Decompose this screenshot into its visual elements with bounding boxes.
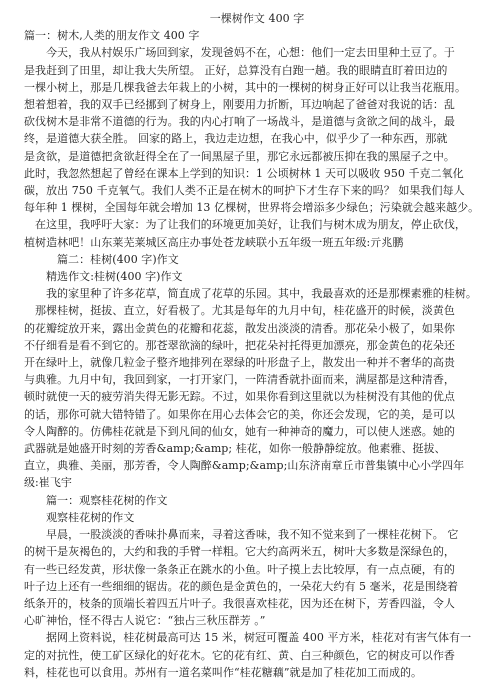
text-line: 级:崔飞宇 (24, 476, 72, 490)
text-line: 植树造林吧！山东莱芜莱城区高庄办事处苍龙峡联小五年级一班五年级:亓兆鹏 (24, 235, 404, 249)
text-line: 有一些已经发黄，形状像一条条正在跳水的小鱼。叶子摸上去比较厚，有一点点硬，有的 (24, 562, 455, 576)
text-line: 那棵桂树，挺拔、直立，好看极了。尤其是每年的九月中旬，桂花盛开的时候，淡黄色 (35, 304, 455, 318)
text-line: 与典雅。九月中旬，我回到家，一打开家门，一阵清香就扑面而来，满屋都是这种清香， (24, 373, 455, 387)
text-line: 篇一：观察桂花树的作文 (46, 493, 168, 507)
text-line: 今天，我从村娱乐广场回到家，发现爸妈不在，心想：他们一定去田里种土豆了。于 (46, 46, 455, 60)
text-line: 想着想着，我的双手已经挪到了树身上，刚要用力折断，耳边响起了爸爸对我说的话：乱 (24, 98, 455, 112)
text-line: 定的对抗性，使工矿区绿化的好花木。它的花有红、黄、白三种颜色，它的树皮可以作香 (24, 648, 455, 662)
text-line: 的树干是灰褐色的，大约和我的手臂一样粗。它大约高两米五，树叶大多数是深绿色的， (24, 545, 455, 559)
text-line: 顿时就使一天的疲劳消失得无影无踪。不过，如果你看到这里就以为桂树没有其他的优点 (24, 390, 455, 404)
text-line: 心旷神怡，怪不得古人说它：“独占三秋压群芳 。” (24, 614, 266, 628)
text-line: 是我赶到了田里，却让我大失所望。 正好，总算没有白跑一趟。我的眼睛直盯着田边的 (24, 63, 448, 77)
text-line: 叶子边上还有一些细细的锯齿。花的颜色是金黄色的，一朵花大约有 5 毫米，花是围绕着 (24, 579, 459, 593)
text-line: 据网上资料说，桂花树最高可达 15 米，树冠可覆盖 400 平方米，桂花对有害气体有一 (46, 631, 472, 645)
document-title: 一棵树作文 400 字 (209, 12, 305, 25)
text-line: 篇一：树木,人类的朋友作文 400 字 (24, 29, 200, 43)
text-line: 每年种 1 棵树，全国每年就会增加 13 亿棵树，世界将会增添多少绿色；污染就会越来越少。 (24, 201, 480, 215)
text-line: 料，桂花也可以食用。苏州有一道名菜叫作“桂花糖藕”就是加了桂花加工而成的。 (24, 665, 423, 679)
text-line: 此时，我忽然想起了曾经在课本上学到的知识：1 公顷树林 1 天可以吸收 950 千克二氧化 (24, 166, 464, 180)
text-line: 一棵小树上，那是几棵我爸去年栽上的小树，其中的一棵树的树身正好可以让我当花瓶用。 (24, 80, 466, 94)
text-line: 砍伐树木是非常不道德的行为。我的内心打响了一场战斗，是道德与贪欲之间的战斗，最 (24, 115, 455, 129)
text-line: 不仔细看是看不到它的。那苍翠欲滴的绿叶，把花朵衬托得更加漂亮，那金黄色的花朵还 (24, 338, 455, 352)
text-line: 纸条开的，枝条的顶端长着四五片叶子。我很喜欢桂花，因为还在树下，芳香四溢，令人 (24, 596, 455, 610)
text-line: 在这里，我呼吁大家：为了让我们的环境更加美好，让我们与树木成为朋友，停止砍伐， (35, 218, 466, 232)
text-line: 是贪欲，是道德把贪欲赶得全在了一间黑屋子里，那它永远都被压抑在我的黑屋子之中。 (24, 149, 455, 163)
text-line: 碳，放出 750 千克氧气。我们人类不正是在树木的呵护下才生存下来的吗？ 如果我们每人 (24, 184, 465, 198)
text-line: 终，是道德大获全胜。 回家的路上，我边走边想，在我心中，似乎少了一种东西，那就 (24, 132, 448, 146)
text-line: 的话，那你可就大错特错了。如果你在用心去体会它的美，你还会发现，它的美，是可以 (24, 407, 455, 421)
text-line: 观察桂花树的作文 (46, 510, 135, 524)
text-line: 令人陶醉的。仿佛桂花就是下到凡间的仙女，她有一种神奇的魔力，可以使人迷惑。她的 (24, 424, 455, 438)
text-line: 武器就是她盛开时刻的芳香&amp;&amp; 桂花，如你一般静静绽放。他素雅、挺拔、 (24, 442, 446, 456)
text-line: 开在绿叶上，就像几粒金子整齐地排列在翠绿的叶形盘子上，散发出一种并不奢华的高贵 (24, 356, 455, 370)
text-line: 我的家里种了许多花草，简直成了花草的乐园。其中，我最喜欢的还是那棵素雅的桂树。 (46, 287, 477, 301)
text-line: 精选作文:桂树(400 字)作文 (46, 270, 183, 284)
document-body (24, 27, 490, 681)
text-line: 篇二：桂树(400 字)作文 (57, 252, 179, 266)
text-line: 的花瓣绽放开来，露出金黄色的花瓣和花蕊，散发出淡淡的清香。那花朵小极了，如果你 (24, 321, 455, 335)
text-line: 早晨，一股淡淡的香味扑鼻而来，寻着这香味，我不知不觉来到了一棵桂花树下。 它 (46, 528, 459, 542)
text-line: 直立，典雅、美丽，那芳香，令人陶醉&amp;&amp;山东济南章丘市普集镇中心小学四年 (24, 459, 465, 473)
